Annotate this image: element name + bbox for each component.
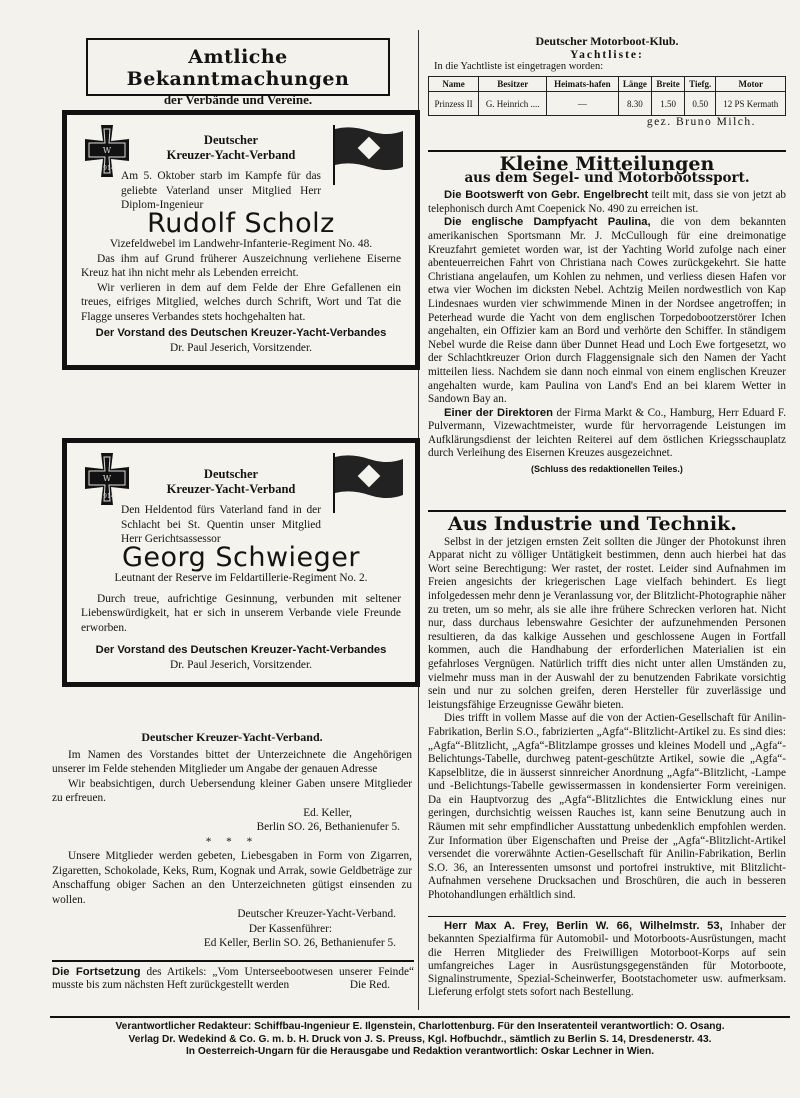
yacht-table-header: Länge bbox=[618, 77, 652, 92]
org-name-line1: Deutscher bbox=[203, 467, 259, 481]
kyv-signature-full: Ed Keller, Berlin SO. 26, Bethanienufer 5. bbox=[203, 937, 396, 949]
org-name-line1: Deutscher bbox=[203, 133, 259, 147]
kyv-paragraph: Im Namen des Vorstandes bittet der Unterzeichnete die Angehörigen unserer im Felde stehenden Mitglieder um Angabe der genauen Adresse bbox=[52, 748, 412, 775]
editor-sign: Die Red. bbox=[349, 979, 390, 991]
svg-text:1914: 1914 bbox=[99, 165, 115, 172]
obituary-intro: Am 5. Oktober starb im Kampfe für das geliebte Vaterland unser Mitglied Herr Diplom-Ingenieur bbox=[121, 170, 321, 211]
chairman-signature: Dr. Paul Jeserich, Vorsitzender. bbox=[170, 658, 312, 671]
svg-text:W: W bbox=[102, 146, 112, 155]
imprint-line: Verlag Dr. Wedekind & Co. G. m. b. H. Druck von J. S. Preuss, Kgl. Hofbuchdr., sämtlich zu Berlin S. 14, Dresdenerstr. 43. bbox=[128, 1033, 712, 1045]
editorial-end: (Schluss des redaktionellen Teiles.) bbox=[531, 464, 683, 475]
yacht-table-header: Name bbox=[429, 77, 479, 92]
iron-cross-icon bbox=[81, 451, 133, 507]
article-paragraph: Dies trifft in vollem Masse auf die von der Actien-Gesellschaft für Anilin-Fabrikation, Berlin S.O., fabrizierten „Agfa“-Blitzlicht-Artikel zu. Es sind dies: „Agfa“-Blitzlicht, „Agfa“-Blitzlampe grosses und kleines Modell und „Agfa“-Belichtungs-Tabelle, durchweg patent-geschützte Artikel, sowie die „Agfa“-Kapselblitze, die in äusserst sinnreicher Anordnung „Agfa“-Blitzlicht, -Lampe und -Belichtungs-Tabelle gewissermassen in kondensierter Form vereinigen. Da ein Hauptvorzug des „Agfa“-Blitzlichtes die Entwicklung eines nur geringen, durchsichtig weissen Rauches ist, kann seine Benutzung auch in Räumen mit sehr empfindlicher Ausstattung unbedenklich empfohlen werden. Zur Information über Eigenschaften und Preise der „Agfa“-Blitzlicht-Artikel versendet die vorerwähnte Actien-Gesellschaft für Anilin-Fabrikation, Berlin S.O. 36, an Interessenten umsonst und portofrei instruktive, mit Blitzlicht-Aufnahmen versehene Drucksachen und Broschüren, die auch in besseren Photohandlungen erhältlich sind. bbox=[428, 712, 786, 902]
chairman-signature: Dr. Paul Jeserich, Vorsitzender. bbox=[170, 341, 312, 354]
deceased-name: Rudolf Scholz bbox=[147, 207, 335, 239]
imprint-footer bbox=[50, 1016, 790, 1059]
yacht-table-cell: 8.30 bbox=[618, 92, 652, 116]
yacht-table-header: Tiefg. bbox=[685, 77, 716, 92]
mbk-title: Deutscher Motorboot-Klub. bbox=[535, 34, 679, 48]
item-text: die von dem bekannten amerikanischen Sportsmann Mr. J. McCullough für eine dreimonatige Kreuzfahrt gemietet worden war, ist der Yachting World zufolge nach einer abenteuerreichen Fahrt von Christiana nach Cowes zurückgekehrt. Sie hatte Christiana angelaufen, um Kohlen zu nehmen, und verliess diesen Hafen vor etwa vier Wochen im dicksten Nebel. Achtzig Meilen nordwestlich von Kap Lindesnaes wurden vier schwimmende Minen in der Nordsee angetroffen; in Peterhead wurde die Yacht von dem englischen Torpedobootzerstörer Ichen angehalten, ein Offizier kam an Bord und verhörte den Schiffer. In ständigem Nebel wurde die Reise dann über Dunnet Head und Loch Ewe fortgesetzt, wo der Schlachtkreuzer Orion durch Flaggensignale sich den Namen der Yacht mitteilen liess. Nachdem sie dann noch einmal von einem englischen Kreuzer angehalten wurde, kam Paulina von Land's End an bei klarem Wetter in Sandown Bay an. bbox=[428, 216, 786, 406]
org-name-line2: Kreuzer-Yacht-Verband bbox=[166, 482, 296, 496]
announcements-subtitle: der Verbände und Vereine. bbox=[163, 92, 313, 107]
yacht-table-header: Heimats-hafen bbox=[547, 77, 618, 92]
mbk-signature: gez. Bruno Milch. bbox=[646, 116, 756, 128]
item-text: der Firma Markt & Co., Hamburg, Herr Eduard F. Pulvermann, Vizewachtmeister, wurde für hervorragende Leistungen im Aufklärungsdienst der leichten Reiterei auf dem östlichen Kriegsschauplatz durch Verleihung des Eisernen Kreuzes ausgezeichnet. bbox=[428, 406, 787, 460]
obituary-scholz bbox=[62, 110, 420, 370]
iron-cross-icon bbox=[81, 123, 133, 179]
obituary-schwieger bbox=[62, 438, 420, 687]
board-signature: Der Vorstand des Deutschen Kreuzer-Yacht-Verbandes bbox=[95, 327, 387, 339]
kyv-title: Deutscher Kreuzer-Yacht-Verband. bbox=[141, 730, 323, 744]
svg-text:W: W bbox=[102, 474, 112, 483]
club-flag-icon bbox=[331, 451, 405, 513]
motorboot-klub-notice bbox=[428, 34, 786, 128]
article-paragraph: Selbst in der jetzigen ernsten Zeit sollten die Jünger der Photokunst ihren Apparat nicht zu völliger Untätigkeit bestimmen, denn auch hierbei hat das Wort seine Berechtigung: Wer rastet, der rostet. Leider sind Aufnahmen im Freien angesichts der kriegerischen Lage vielfach behindert. Es liegt infolgedessen mehr denn je Veranlassung vor, der Blitzlicht-Photographie näher zu treten, um so mehr, als sie alle ihre frühere Schrecken verloren hat. Nicht nur, dass durchaus lebenswahre Gesichter der aufzunehmenden Personen resultieren, da das kalkige Aussehen und geschlossene Augen in Fortfall kommen, auch die Handhabung der erforderlichen Materialien ist ein gefahrloses Vergnügen. Natürlich trifft dies nicht unter allen Umständen zu, vielmehr muss man in der Auswahl der zu benutzenden Fabrikate vorsichtig sein und nur zu solchen greifen, deren Hersteller für zuverlässige und leistungsfähige Erzeugnisse Gewähr bieten. bbox=[428, 535, 786, 711]
item-text: teilt mit, dass sie von jetzt ab telephonisch durch Amt Coepenick No. 490 zu erreichen ist. bbox=[428, 189, 786, 215]
kyv-paragraph: Wir beabsichtigen, durch Uebersendung kleiner Gaben unsere Mitglieder zu erfreuen. bbox=[52, 777, 412, 804]
mbk-subtitle: Yachtliste: bbox=[570, 49, 644, 61]
kyv-signature-address: Berlin SO. 26, Bethanienufer 5. bbox=[256, 821, 400, 833]
industrie-technik bbox=[428, 510, 786, 903]
yacht-list-table bbox=[428, 76, 786, 116]
announcements-header bbox=[86, 38, 390, 107]
kyv-paragraph: Unsere Mitglieder werden gebeten, Liebesgaben in Form von Zigarren, Zigaretten, Schokolade, Keks, Rum, Kognak und Arrak, sowie Geldbeträge zur Anschaffung obiger Sachen an den Unterzeichneten gütigst einsenden zu wollen. bbox=[52, 850, 412, 906]
imprint-line: In Oesterreich-Ungarn für die Herausgabe und Redaktion verantwortlich: Oskar Lechner in Wien. bbox=[185, 1046, 655, 1057]
obituary-paragraph: Wir verlieren in dem auf dem Felde der Ehre Gefallenen ein treues, eifriges Mitglied, welches durch Schrift, Wort und Tat die Flagge unseres Verbandes stets hochgehalten hat. bbox=[81, 281, 401, 323]
deceased-rank: Vizefeldwebel im Landwehr-Infanterie-Regiment No. 48. bbox=[109, 238, 373, 250]
imprint-line: Verantwortlicher Redakteur: Schiffbau-Ingenieur E. Ilgenstein, Charlottenburg. Für den Inseratenteil verantwortlich: O. Osang. bbox=[115, 1021, 725, 1032]
continuation-notice bbox=[52, 960, 414, 992]
item-lead: Herr Max A. Frey, Berlin W. 66, Wilhelmstr. 53, bbox=[444, 920, 723, 932]
section-subtitle: aus dem Segel- und Motorbootssport. bbox=[464, 169, 750, 186]
kyv-signature-role: Der Kassenführer: bbox=[248, 922, 332, 935]
item-lead: Die Bootswerft von Gebr. Engelbrecht bbox=[444, 189, 649, 202]
org-name-line2: Kreuzer-Yacht-Verband bbox=[166, 148, 296, 162]
obituary-paragraph: Durch treue, aufrichtige Gesinnung, verbunden mit seltener Liebenswürdigkeit, hat er sich in unserem Verbande viele Freunde erworben. bbox=[81, 592, 401, 634]
continuation-lead: Die Fortsetzung bbox=[52, 966, 141, 978]
yacht-table-header: Motor bbox=[716, 77, 786, 92]
yacht-table-cell: Prinzess II bbox=[429, 92, 479, 116]
frey-notice bbox=[428, 916, 786, 1000]
obituary-intro: Den Heldentod fürs Vaterland fand in der Schlacht bei St. Quentin unser Mitglied Herr Gerichtsassessor bbox=[121, 504, 321, 545]
continuation-text: des Artikels: „Vom Unterseebootwesen unserer Feinde“ musste bis zum nächsten Heft zurückgestellt werden bbox=[52, 966, 414, 991]
svg-text:1914: 1914 bbox=[99, 493, 115, 500]
section-title: Aus Industrie und Technik. bbox=[448, 513, 737, 535]
kyv-signature-org: Deutscher Kreuzer-Yacht-Verband. bbox=[237, 908, 396, 920]
yacht-table-header: Breite bbox=[652, 77, 685, 92]
item-lead: Die englische Dampfyacht Paulina, bbox=[444, 216, 651, 229]
yacht-table-cell: 1.50 bbox=[652, 92, 685, 116]
kleine-mitteilungen bbox=[428, 150, 786, 477]
yacht-table-cell: 0.50 bbox=[685, 92, 716, 116]
kyv-signature-name: Ed. Keller, bbox=[303, 806, 352, 819]
item-lead: Einer der Direktoren bbox=[444, 406, 553, 419]
club-flag-icon bbox=[331, 123, 405, 185]
kyv-notice bbox=[52, 730, 412, 951]
yacht-table-header: Besitzer bbox=[479, 77, 547, 92]
board-signature: Der Vorstand des Deutschen Kreuzer-Yacht-Verbandes bbox=[95, 644, 387, 656]
deceased-name: Georg Schwieger bbox=[121, 541, 361, 573]
announcements-title: Amtliche Bekanntmachungen bbox=[126, 46, 350, 90]
mbk-intro: In die Yachtliste ist eingetragen worden: bbox=[434, 61, 604, 72]
yacht-table-cell: — bbox=[547, 92, 618, 116]
yacht-table-cell: 12 PS Kermath bbox=[716, 92, 786, 116]
yacht-table-cell: G. Heinrich .... bbox=[479, 92, 547, 116]
item-text: Inhaber der bekannten Spezialfirma für Automobil- und Motorboots-Ausrüstungen, macht die Herren Mitglieder des Freiwilligen Motorboot-Korps auf sein umfangreiches Lager in Ausrüstungsgegenständen für Motorboote, Signalinstrumente, Spezial-Scheinwerfer, Bootstachometer usw. aufmerksam. Lieferung erfolgt stets sofort nach Bestellung. bbox=[428, 920, 787, 999]
obituary-paragraph: Das ihm auf Grund früherer Auszeichnung verliehene Eiserne Kreuz hat ihn nicht mehr als Lebenden erreicht. bbox=[81, 252, 401, 279]
section-separator: * * * bbox=[205, 835, 259, 848]
section-title: Kleine Mitteilungen bbox=[499, 153, 715, 175]
deceased-rank: Leutnant der Reserve im Feldartillerie-Regiment No. 2. bbox=[114, 572, 368, 584]
